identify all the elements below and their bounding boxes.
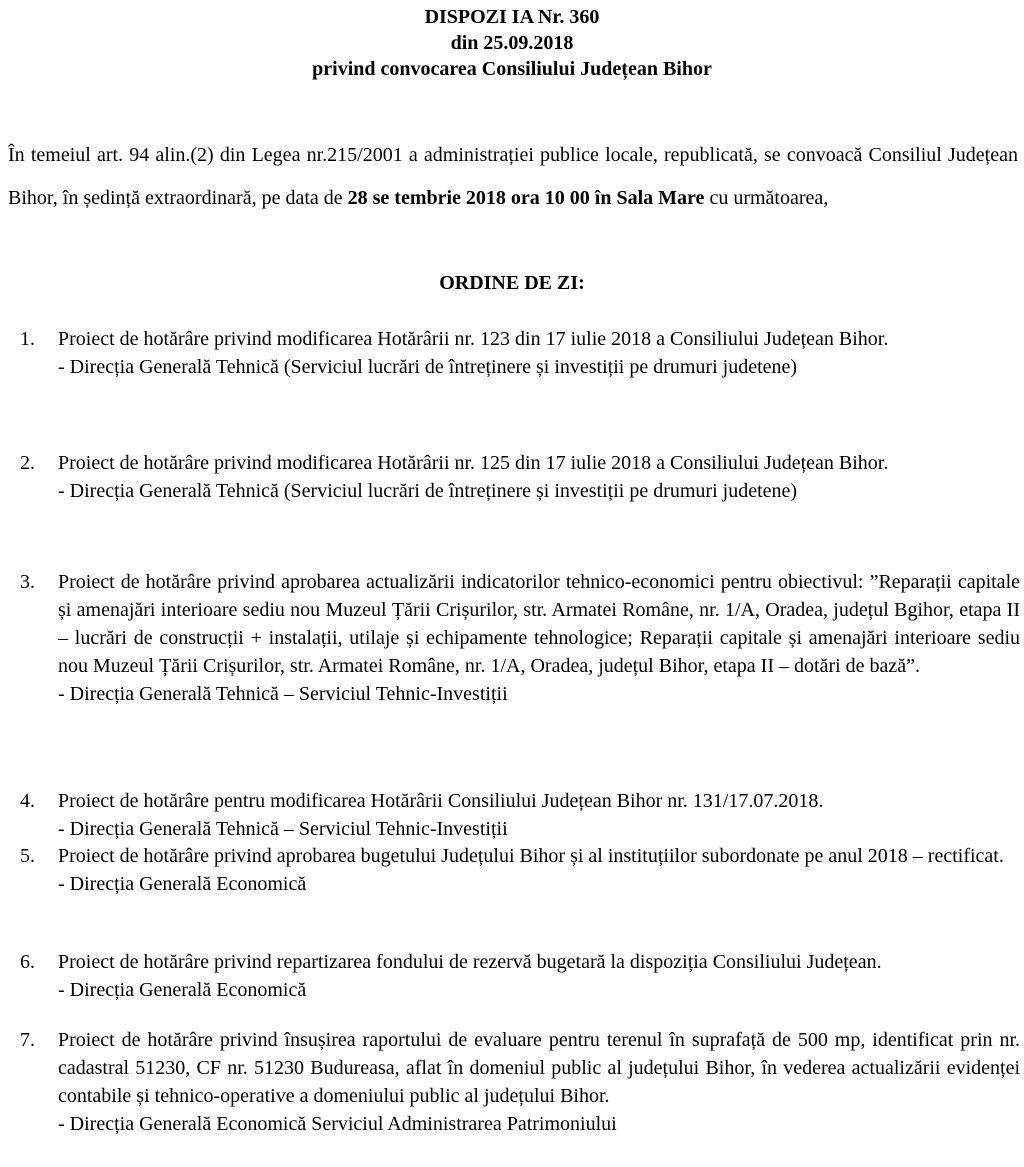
- agenda-item-text: Proiect de hotărâre privind repartizarea fondului de rezervă bugetară la dispoziția Consiliului Județean.: [58, 951, 882, 973]
- agenda-item-text: Proiect de hotărâre privind modificarea Hotărârii nr. 123 din 17 iulie 2018 a Consiliului Județean Bihor.: [58, 328, 889, 350]
- agenda-item-department: - Direcția Generală Tehnică (Serviciul lucrări de întreținere și investiții pe drumuri judetene): [58, 480, 798, 502]
- agenda-item-department: - Direcția Generală Tehnică – Serviciul Tehnic-Investiții: [58, 683, 508, 705]
- document-title: DISPOZI IA Nr. 360: [424, 6, 600, 28]
- agenda-item-text: Proiect de hotărâre privind aprobarea bugetului Județului Bihor și al instituțiilor subordonate pe anul 2018 – rectificat.: [58, 845, 1004, 867]
- agenda-item-text: Proiect de hotărâre privind însușirea raportului de evaluare pentru terenul în suprafață de 500 mp, identificat prin nr. cadastral 51230, CF nr. 51230 Budureasa, aflat în domeniul public al județului Bihor, în vederea actualizării evidenței contabile și tehnico-operative a domeniului public al județului Bihor.: [58, 1029, 1020, 1107]
- intro-text-end: cu următoarea,: [704, 187, 829, 209]
- agenda-item-number: 6.: [20, 951, 35, 973]
- agenda-item-department: - Direcția Generală Tehnică (Serviciul lucrări de întreținere și investiții pe drumuri judetene): [58, 356, 798, 378]
- intro-text: În temeiul art. 94 alin.(2) din Legea nr.215/2001 a administrației publice locale, republicată, se convoacă Consiliul Județean Bihor, în ședință extraordinară, pe data de: [8, 144, 1018, 209]
- agenda-item: [20, 325, 1020, 381]
- agenda-item-text: Proiect de hotărâre pentru modificarea Hotărârii Consiliului Județean Bihor nr. 131/17.07.2018.: [58, 790, 824, 812]
- agenda-item: [20, 568, 1020, 708]
- agenda-item-number: 2.: [20, 452, 35, 474]
- agenda-item: [20, 449, 1020, 505]
- agenda-title: ORDINE DE ZI:: [439, 272, 585, 294]
- agenda-item: [20, 842, 1020, 898]
- agenda-item-department: - Direcția Generală Economică Serviciul Administrarea Patrimoniului: [58, 1113, 617, 1135]
- agenda-item-department: - Direcția Generală Economică: [58, 979, 307, 1001]
- agenda-item-number: 5.: [20, 845, 35, 867]
- agenda-item: [20, 1026, 1020, 1138]
- agenda-item: [20, 948, 1020, 1004]
- agenda-item-text: Proiect de hotărâre privind aprobarea actualizării indicatorilor tehnico-economici pentru obiectivul: ”Reparații capitale și amenajări interioare sediu nou Muzeul Țării Crișurilor, str. Armatei Române, nr. 1/A, Oradea, județul Bgihor, etapa II – lucrări de construcții + instalații, utilaje și echipamente tehnologice; Reparații capitale și amenajări interioare sediu nou Muzeul Țării Crișurilor, str. Armatei Române, nr. 1/A, Oradea, județul Bihor, etapa II – dotări de bază”.: [58, 571, 1020, 677]
- agenda-item-department: - Direcția Generală Tehnică – Serviciul Tehnic-Investiții: [58, 818, 508, 840]
- agenda-item-number: 3.: [20, 571, 35, 593]
- agenda-item-number: 1.: [20, 328, 35, 350]
- document-subject: privind convocarea Consiliului Județean Bihor: [312, 58, 712, 80]
- agenda-item-number: 4.: [20, 790, 35, 812]
- intro-meeting-details: 28 se tembrie 2018 ora 10 00 în Sala Mare: [347, 187, 705, 209]
- agenda-item-text: Proiect de hotărâre privind modificarea Hotărârii nr. 125 din 17 iulie 2018 a Consiliului Județean Bihor.: [58, 452, 889, 474]
- agenda-item: [20, 787, 1020, 843]
- intro-paragraph: [8, 134, 1018, 220]
- document-date: din 25.09.2018: [450, 32, 574, 54]
- agenda-item-department: - Direcția Generală Economică: [58, 873, 307, 895]
- agenda-item-number: 7.: [20, 1029, 35, 1051]
